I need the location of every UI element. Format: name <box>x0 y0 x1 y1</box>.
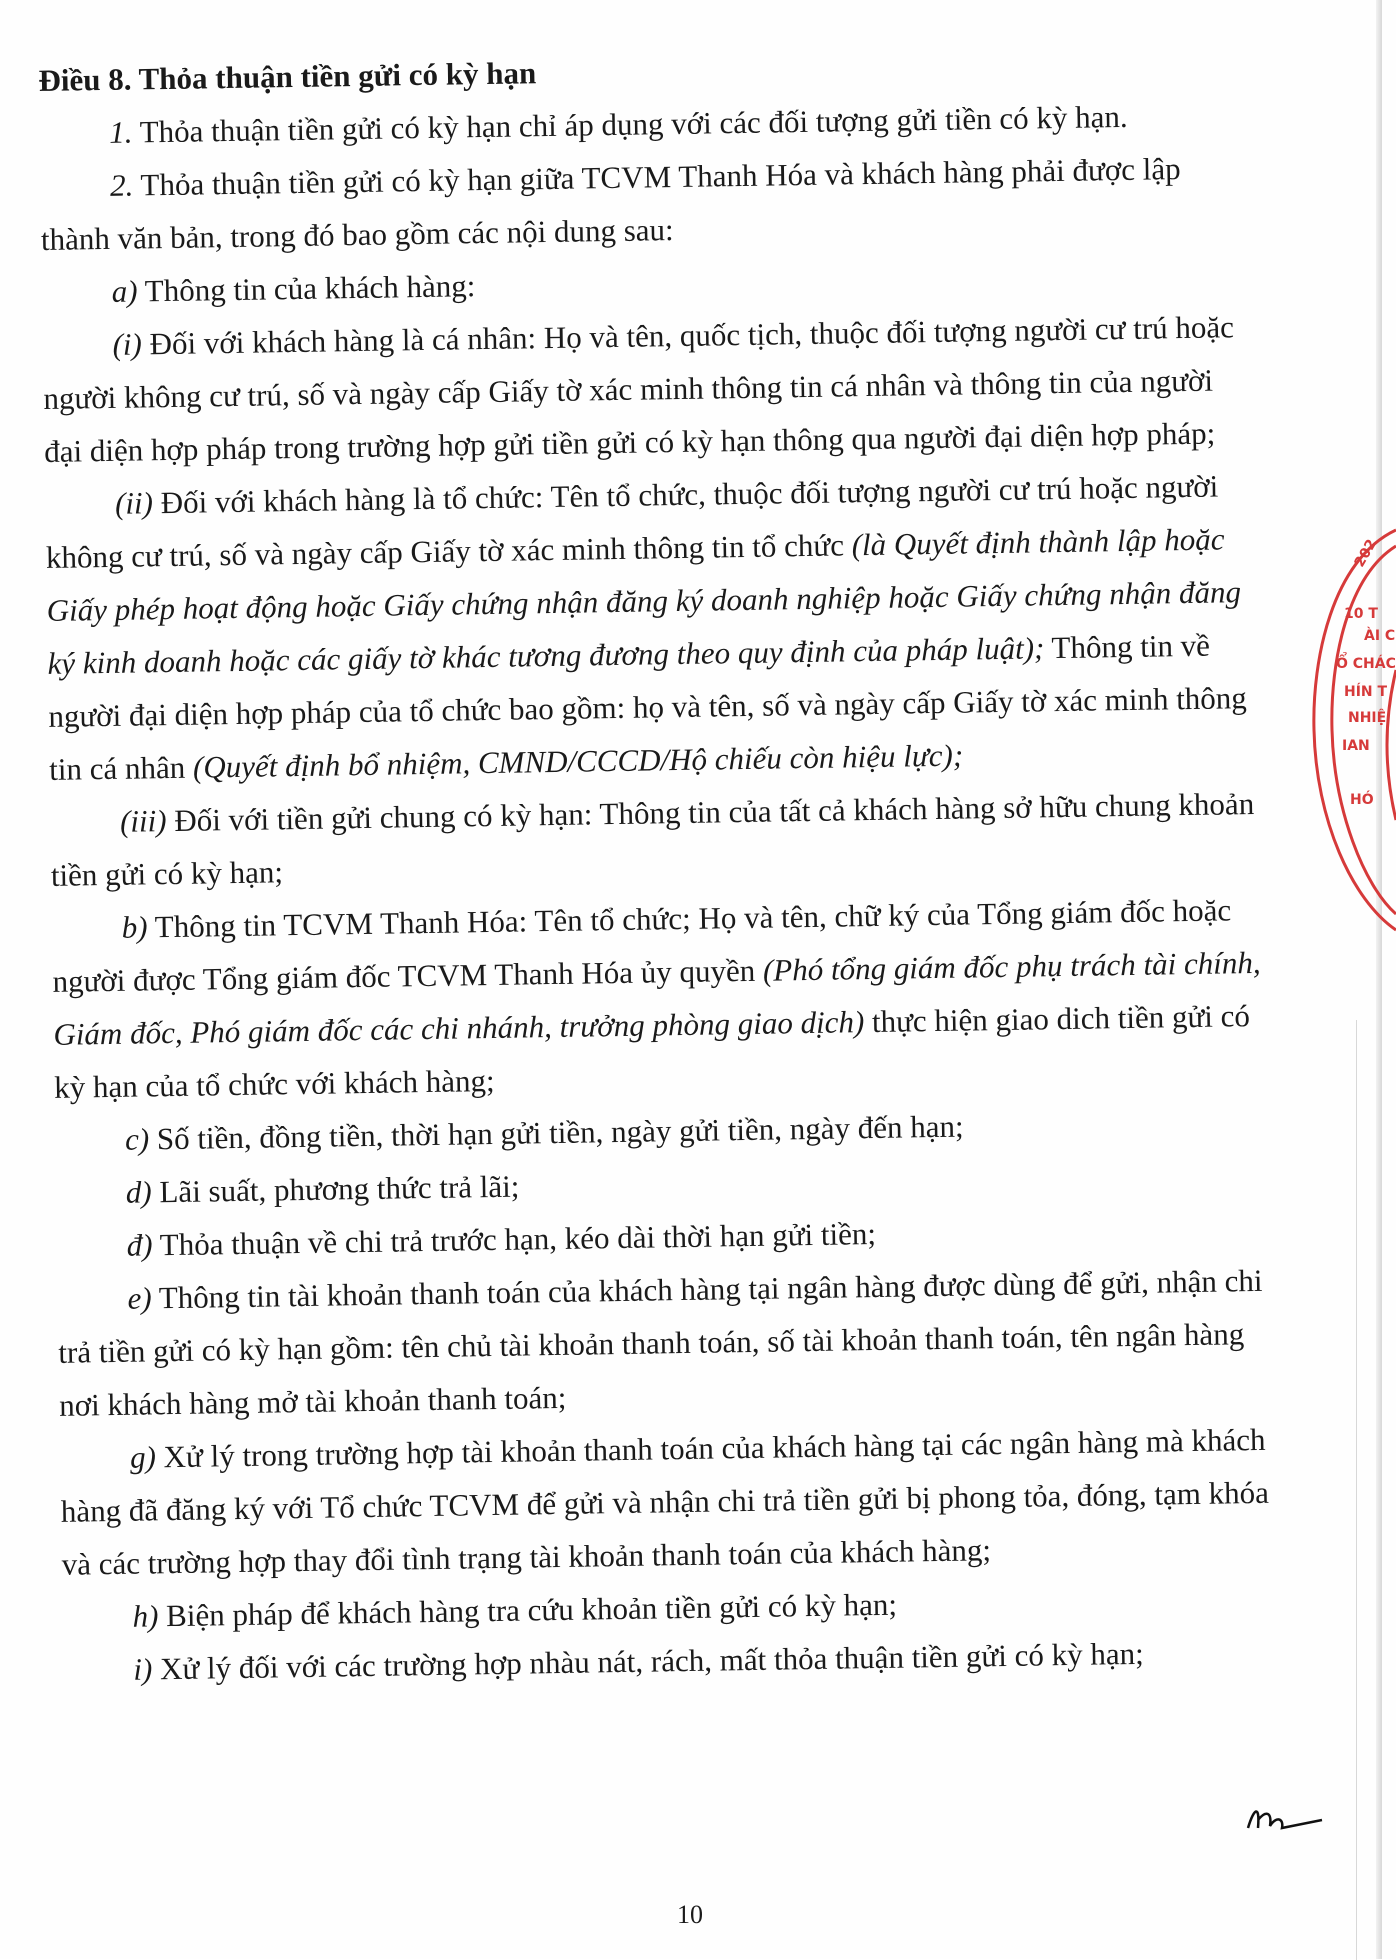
paragraph-text: Thỏa thuận tiền gửi có kỳ hạn chỉ áp dụng với các đối tượng gửi tiền có kỳ hạn. <box>132 98 1128 150</box>
stamp-fragment: HÍN T <box>1344 684 1388 700</box>
paragraph-marker: g) <box>129 1439 157 1475</box>
paragraph-marker: 1. <box>108 114 133 150</box>
stamp-fragment: 202 <box>1351 536 1381 570</box>
paragraph-marker: c) <box>124 1121 150 1157</box>
paragraph-text: Đối với khách hàng là cá nhân: Họ và tên, quốc tịch, thuộc đối tượng người cư trú hoặc người không cư trú, số và ngày cấp Giấy tờ xác minh thông tin cá nhân và thông tin của người đại diện hợp pháp trong trường hợp gửi tiền gửi có kỳ hạn thông qua người đại diện hợp pháp; <box>43 309 1235 469</box>
paragraph-marker: b) <box>121 909 148 945</box>
paragraph-text: Thông tin TCVM Thanh Hóa: Tên tổ chức; Họ và tên, chữ ký của Tổng giám đốc hoặc người được Tổng giám đốc TCVM Thanh Hóa ủy quyền <box>52 892 1232 999</box>
stamp-fragment: HÓ <box>1350 792 1374 808</box>
paragraph-marker: (iii) <box>119 803 167 839</box>
paragraph-marker: i) <box>133 1651 153 1687</box>
paragraph-ii <box>45 459 1260 796</box>
stamp-fragment: NHIỆ <box>1348 710 1387 726</box>
paragraph-italic-text-2: (Quyết định bổ nhiệm, CMND/CCCD/Hộ chiếu còn hiệu lực); <box>192 737 964 785</box>
margin-line <box>1356 1020 1357 1960</box>
paragraph-marker: e) <box>127 1280 152 1316</box>
article-heading: Điều 8. Thỏa thuận tiền gửi có kỳ hạn <box>38 55 537 98</box>
paragraph-2 <box>40 141 1252 266</box>
paragraph-text: Biện pháp để khách hàng tra cứu khoản tiền gửi có kỳ hạn; <box>158 1586 898 1634</box>
paragraph-marker: h) <box>132 1598 159 1634</box>
stamp-fragment: Ổ CHÁC <box>1336 656 1396 672</box>
paragraph-marker: a) <box>111 273 138 309</box>
paragraph-text: Thông tin của khách hàng: <box>137 268 476 309</box>
paragraph-marker: (ii) <box>114 485 154 521</box>
paragraph-marker: 2. <box>109 167 134 203</box>
paragraph-text: Số tiền, đồng tiền, thời hạn gửi tiền, ngày gửi tiền, ngày đến hạn; <box>148 1108 964 1157</box>
page-number: 10 <box>677 1900 703 1929</box>
paragraph-text: Xử lý đối với các trường hợp nhàu nát, rách, mất thỏa thuận tiền gửi có kỳ hạn; <box>152 1635 1144 1687</box>
paragraph-e <box>57 1254 1269 1432</box>
paragraph-text: Đối với khách hàng là tổ chức: Tên tổ chức, thuộc đối tượng người cư trú hoặc người không cư trú, số và ngày cấp Giấy tờ xác minh thông tin tổ chức <box>45 468 1219 575</box>
paragraph-tail-text: thực hiện giao dich tiền gửi có kỳ hạn của tổ chức với khách hàng; <box>53 998 1251 1105</box>
red-seal-stamp <box>1292 520 1396 940</box>
paragraph-marker: đ) <box>126 1227 153 1263</box>
paragraph-italic-text: (là Quyết định thành lập hoặc Giấy phép hoạt động hoặc Giấy chứng nhận đăng ký doanh nghiệp hoặc Giấy chứng nhận đăng ký kinh doanh hoặc các giấy tờ khác tương đương theo quy định của pháp luật); <box>46 521 1242 681</box>
paragraph-text: Đối với tiền gửi chung có kỳ hạn: Thông tin của tất cả khách hàng sở hữu chung khoản tiền gửi có kỳ hạn; <box>50 785 1255 893</box>
page-edge-shadow <box>1376 0 1382 1959</box>
seal-graphic <box>1292 520 1396 940</box>
paragraph-g <box>60 1413 1272 1591</box>
paragraph-tail-text: Thông tin về người đại diện hợp pháp của tổ chức bao gồm: họ và tên, số và ngày cấp Giấy tờ xác minh thông tin cá nhân <box>48 627 1248 787</box>
paragraph-text: Thông tin tài khoản thanh toán của khách hàng tại ngân hàng được dùng để gửi, nhận chi trả tiền gửi có kỳ hạn gồm: tên chủ tài khoản thanh toán, số tài khoản thanh toán, tên ngân hàng nơi khách hàng mở tài khoản thanh toán; <box>58 1262 1263 1423</box>
signature-graphic <box>1244 1798 1324 1838</box>
paragraph-i <box>42 300 1254 478</box>
paragraph-marker: d) <box>125 1174 152 1210</box>
paragraph-iii <box>50 777 1262 902</box>
paragraph-marker: (i) <box>112 326 143 362</box>
paragraph-b <box>51 883 1264 1114</box>
stamp-fragment: 10 T <box>1344 606 1378 622</box>
article-body <box>38 35 1274 1697</box>
paragraph-italic-text: (Phó tổng giám đốc phụ trách tài chính, Giám đốc, Phó giám đốc các chi nhánh, trưởng phòng giao dịch) <box>53 944 1261 1052</box>
stamp-fragment: IAN <box>1342 738 1370 754</box>
paragraph-text: Xử lý trong trường hợp tài khoản thanh toán của khách hàng tại các ngân hàng mà khách hàng đã đăng ký với Tổ chức TCVM để gửi và nhận chi trả tiền gửi bị phong tỏa, đóng, tạm khóa và các trường hợp thay đổi tình trạng tài khoản thanh toán của khách hàng; <box>60 1421 1270 1582</box>
stamp-fragment: ÀI C <box>1364 628 1396 644</box>
handwritten-initials <box>1244 1798 1324 1838</box>
paragraph-text: Lãi suất, phương thức trả lãi; <box>151 1168 520 1210</box>
paragraph-text: Thỏa thuận về chi trả trước hạn, kéo dài thời hạn gửi tiền; <box>152 1215 877 1263</box>
paragraph-text: Thỏa thuận tiền gửi có kỳ hạn giữa TCVM Thanh Hóa và khách hàng phải được lập thành văn bản, trong đó bao gồm các nội dung sau: <box>40 151 1181 257</box>
